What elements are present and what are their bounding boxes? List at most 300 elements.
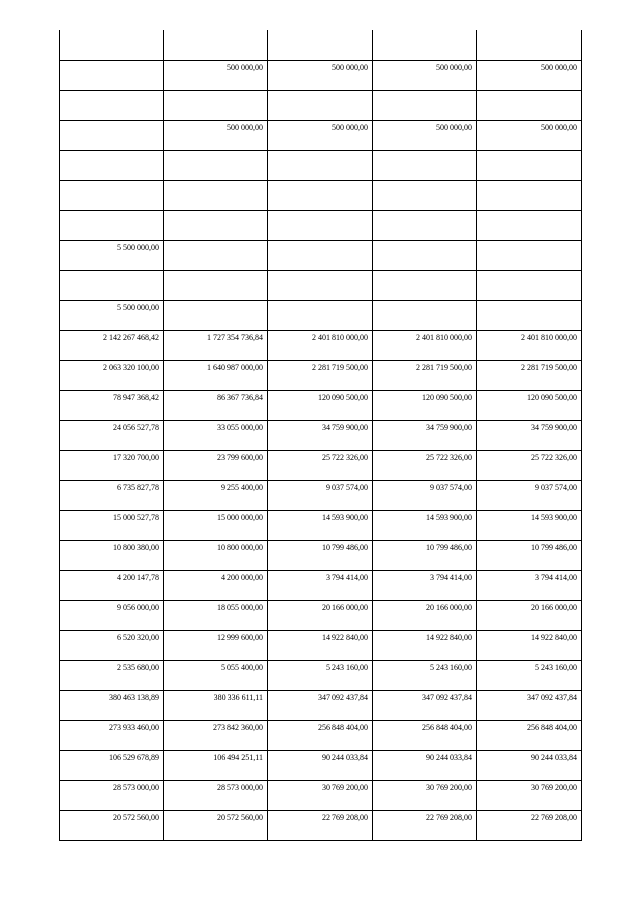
cell-value: 4 200 000,00 bbox=[221, 573, 263, 582]
table-cell bbox=[477, 511, 582, 541]
table-row bbox=[60, 30, 582, 61]
table-row bbox=[60, 241, 582, 271]
cell-value: 10 799 486,00 bbox=[322, 543, 368, 552]
cell-value: 5 243 160,00 bbox=[535, 663, 577, 672]
table-cell bbox=[164, 361, 268, 391]
cell-value: 347 092 437,84 bbox=[318, 693, 368, 702]
cell-value: 22 769 208,00 bbox=[322, 813, 368, 822]
cell-value: 347 092 437,84 bbox=[422, 693, 472, 702]
cell-value: 256 848 404,00 bbox=[422, 723, 472, 732]
cell-value bbox=[373, 30, 472, 32]
cell-value bbox=[60, 271, 159, 273]
table-row bbox=[60, 151, 582, 181]
cell-value: 10 800 000,00 bbox=[217, 543, 263, 552]
table-cell bbox=[164, 331, 268, 361]
cell-value: 25 722 326,00 bbox=[531, 453, 577, 462]
cell-value bbox=[268, 91, 368, 93]
table-cell bbox=[477, 301, 582, 331]
table-cell bbox=[373, 421, 477, 451]
table-cell bbox=[477, 151, 582, 181]
table-cell bbox=[373, 211, 477, 241]
cell-value: 5 500 000,00 bbox=[117, 303, 159, 312]
table-row bbox=[60, 571, 582, 601]
table-cell bbox=[477, 121, 582, 151]
table-cell bbox=[477, 211, 582, 241]
cell-value: 86 367 736,84 bbox=[217, 393, 263, 402]
table-cell bbox=[268, 121, 373, 151]
cell-value: 15 000 000,00 bbox=[217, 513, 263, 522]
cell-value: 5 243 160,00 bbox=[430, 663, 472, 672]
cell-value: 2 281 719 500,00 bbox=[312, 363, 368, 372]
cell-value: 120 090 500,00 bbox=[318, 393, 368, 402]
table-cell bbox=[164, 691, 268, 721]
cell-value bbox=[164, 151, 263, 153]
table-cell bbox=[373, 571, 477, 601]
cell-value: 25 722 326,00 bbox=[322, 453, 368, 462]
table-cell bbox=[164, 61, 268, 91]
table-cell bbox=[373, 61, 477, 91]
cell-value: 28 573 000,00 bbox=[217, 783, 263, 792]
table-cell bbox=[60, 151, 164, 181]
table-cell bbox=[373, 271, 477, 301]
cell-value: 256 848 404,00 bbox=[527, 723, 577, 732]
table-cell bbox=[164, 631, 268, 661]
cell-value: 14 593 900,00 bbox=[426, 513, 472, 522]
table-cell bbox=[268, 661, 373, 691]
cell-value bbox=[164, 181, 263, 183]
table-cell bbox=[60, 301, 164, 331]
cell-value: 2 281 719 500,00 bbox=[521, 363, 577, 372]
table-row bbox=[60, 331, 582, 361]
cell-value: 23 799 600,00 bbox=[217, 453, 263, 462]
table-cell bbox=[268, 451, 373, 481]
table-cell bbox=[373, 781, 477, 811]
cell-value bbox=[477, 91, 577, 93]
cell-value bbox=[60, 91, 159, 93]
cell-value: 14 593 900,00 bbox=[322, 513, 368, 522]
cell-value: 30 769 200,00 bbox=[531, 783, 577, 792]
table-row bbox=[60, 391, 582, 421]
cell-value: 20 572 560,00 bbox=[113, 813, 159, 822]
table-cell bbox=[477, 361, 582, 391]
table-cell bbox=[268, 421, 373, 451]
cell-value: 22 769 208,00 bbox=[426, 813, 472, 822]
cell-value: 14 922 840,00 bbox=[322, 633, 368, 642]
cell-value: 5 055 400,00 bbox=[221, 663, 263, 672]
table-cell bbox=[268, 691, 373, 721]
cell-value: 6 520 320,00 bbox=[117, 633, 159, 642]
cell-value: 500 000,00 bbox=[436, 63, 472, 72]
cell-value: 500 000,00 bbox=[541, 123, 577, 132]
table-cell bbox=[164, 571, 268, 601]
table-cell bbox=[60, 421, 164, 451]
table-cell bbox=[268, 61, 373, 91]
cell-value: 5 500 000,00 bbox=[117, 243, 159, 252]
table-cell bbox=[373, 541, 477, 571]
table-row bbox=[60, 811, 582, 841]
table-cell bbox=[373, 811, 477, 841]
budget-table bbox=[59, 30, 582, 841]
cell-value: 256 848 404,00 bbox=[318, 723, 368, 732]
cell-value: 3 794 414,00 bbox=[326, 573, 368, 582]
cell-value bbox=[164, 301, 263, 303]
cell-value: 500 000,00 bbox=[227, 123, 263, 132]
cell-value bbox=[164, 211, 263, 213]
cell-value: 33 055 000,00 bbox=[217, 423, 263, 432]
cell-value bbox=[60, 61, 159, 63]
cell-value: 9 056 000,00 bbox=[117, 603, 159, 612]
table-cell bbox=[164, 151, 268, 181]
cell-value bbox=[164, 30, 263, 32]
cell-value bbox=[60, 151, 159, 153]
table-cell bbox=[164, 121, 268, 151]
table-cell bbox=[268, 631, 373, 661]
cell-value: 380 463 138,89 bbox=[109, 693, 159, 702]
table-cell bbox=[164, 271, 268, 301]
cell-value bbox=[60, 181, 159, 183]
table-cell bbox=[373, 301, 477, 331]
table-cell bbox=[477, 481, 582, 511]
table-cell bbox=[268, 181, 373, 211]
table-cell bbox=[268, 751, 373, 781]
table-cell bbox=[60, 121, 164, 151]
table-cell bbox=[60, 721, 164, 751]
cell-value bbox=[60, 211, 159, 213]
table-cell bbox=[373, 151, 477, 181]
cell-value bbox=[268, 241, 368, 243]
table-cell bbox=[477, 781, 582, 811]
table-cell bbox=[164, 811, 268, 841]
cell-value: 2 142 267 468,42 bbox=[103, 333, 159, 342]
table-cell bbox=[373, 91, 477, 121]
table-cell bbox=[477, 691, 582, 721]
table-cell bbox=[164, 661, 268, 691]
table-cell bbox=[373, 691, 477, 721]
table-cell bbox=[268, 811, 373, 841]
cell-value: 10 800 380,00 bbox=[113, 543, 159, 552]
cell-value: 2 535 680,00 bbox=[117, 663, 159, 672]
cell-value: 1 727 354 736,84 bbox=[207, 333, 263, 342]
table-cell bbox=[373, 511, 477, 541]
cell-value bbox=[373, 271, 472, 273]
table-cell bbox=[268, 391, 373, 421]
table-cell bbox=[268, 271, 373, 301]
cell-value: 17 320 700,00 bbox=[113, 453, 159, 462]
cell-value: 15 000 527,78 bbox=[113, 513, 159, 522]
cell-value: 106 494 251,11 bbox=[213, 753, 263, 762]
table-cell bbox=[60, 91, 164, 121]
table-cell bbox=[60, 391, 164, 421]
table-cell bbox=[60, 211, 164, 241]
table-cell bbox=[268, 571, 373, 601]
table-row bbox=[60, 751, 582, 781]
table-cell bbox=[373, 451, 477, 481]
table-row bbox=[60, 481, 582, 511]
table-row bbox=[60, 361, 582, 391]
table-row bbox=[60, 511, 582, 541]
cell-value: 34 759 900,00 bbox=[531, 423, 577, 432]
table-cell bbox=[373, 241, 477, 271]
table-cell bbox=[477, 271, 582, 301]
cell-value: 2 401 810 000,00 bbox=[416, 333, 472, 342]
table-cell bbox=[268, 241, 373, 271]
table-cell bbox=[164, 451, 268, 481]
table-cell bbox=[373, 121, 477, 151]
cell-value: 9 037 574,00 bbox=[430, 483, 472, 492]
cell-value: 9 037 574,00 bbox=[326, 483, 368, 492]
cell-value bbox=[268, 181, 368, 183]
cell-value: 5 243 160,00 bbox=[326, 663, 368, 672]
table-cell bbox=[268, 361, 373, 391]
table-cell bbox=[477, 541, 582, 571]
table-row bbox=[60, 91, 582, 121]
cell-value: 10 799 486,00 bbox=[531, 543, 577, 552]
table-row bbox=[60, 121, 582, 151]
table-cell bbox=[60, 631, 164, 661]
cell-value: 3 794 414,00 bbox=[535, 573, 577, 582]
cell-value: 273 842 360,00 bbox=[213, 723, 263, 732]
table-cell bbox=[268, 781, 373, 811]
table-row bbox=[60, 271, 582, 301]
cell-value: 2 401 810 000,00 bbox=[521, 333, 577, 342]
cell-value bbox=[373, 241, 472, 243]
cell-value: 120 090 500,00 bbox=[527, 393, 577, 402]
cell-value bbox=[373, 301, 472, 303]
table-cell bbox=[477, 751, 582, 781]
table-cell bbox=[268, 511, 373, 541]
table-cell bbox=[164, 301, 268, 331]
table-row bbox=[60, 211, 582, 241]
table-cell bbox=[477, 331, 582, 361]
document-page bbox=[59, 30, 581, 841]
table-cell bbox=[60, 661, 164, 691]
cell-value: 1 640 987 000,00 bbox=[207, 363, 263, 372]
cell-value: 9 255 400,00 bbox=[221, 483, 263, 492]
cell-value bbox=[268, 151, 368, 153]
cell-value: 6 735 827,78 bbox=[117, 483, 159, 492]
cell-value bbox=[373, 181, 472, 183]
table-row bbox=[60, 781, 582, 811]
cell-value bbox=[60, 30, 159, 32]
cell-value bbox=[373, 211, 472, 213]
cell-value bbox=[373, 151, 472, 153]
table-cell bbox=[60, 361, 164, 391]
table-row bbox=[60, 691, 582, 721]
cell-value: 90 244 033,84 bbox=[322, 753, 368, 762]
cell-value: 20 166 000,00 bbox=[322, 603, 368, 612]
table-cell bbox=[164, 541, 268, 571]
table-cell bbox=[268, 30, 373, 61]
cell-value: 34 759 900,00 bbox=[322, 423, 368, 432]
cell-value: 18 055 000,00 bbox=[217, 603, 263, 612]
cell-value: 34 759 900,00 bbox=[426, 423, 472, 432]
table-cell bbox=[268, 481, 373, 511]
cell-value: 12 999 600,00 bbox=[217, 633, 263, 642]
cell-value: 20 166 000,00 bbox=[531, 603, 577, 612]
table-row bbox=[60, 301, 582, 331]
cell-value: 20 572 560,00 bbox=[217, 813, 263, 822]
table-row bbox=[60, 541, 582, 571]
table-cell bbox=[60, 571, 164, 601]
table-cell bbox=[373, 30, 477, 61]
cell-value: 10 799 486,00 bbox=[426, 543, 472, 552]
table-cell bbox=[477, 30, 582, 61]
cell-value: 2 063 320 100,00 bbox=[103, 363, 159, 372]
table-cell bbox=[477, 241, 582, 271]
table-cell bbox=[268, 151, 373, 181]
table-cell bbox=[60, 541, 164, 571]
cell-value: 500 000,00 bbox=[227, 63, 263, 72]
table-cell bbox=[477, 811, 582, 841]
table-cell bbox=[477, 721, 582, 751]
cell-value: 9 037 574,00 bbox=[535, 483, 577, 492]
table-cell bbox=[60, 451, 164, 481]
cell-value bbox=[477, 211, 577, 213]
table-cell bbox=[164, 91, 268, 121]
table-cell bbox=[477, 631, 582, 661]
table-cell bbox=[60, 181, 164, 211]
cell-value: 20 166 000,00 bbox=[426, 603, 472, 612]
table-row bbox=[60, 721, 582, 751]
cell-value: 380 336 611,11 bbox=[213, 693, 263, 702]
table-cell bbox=[268, 541, 373, 571]
table-cell bbox=[373, 481, 477, 511]
table-cell bbox=[60, 241, 164, 271]
cell-value bbox=[477, 181, 577, 183]
cell-value: 500 000,00 bbox=[332, 63, 368, 72]
cell-value: 106 529 678,89 bbox=[109, 753, 159, 762]
table-cell bbox=[373, 721, 477, 751]
cell-value: 500 000,00 bbox=[332, 123, 368, 132]
cell-value bbox=[268, 30, 368, 32]
cell-value: 22 769 208,00 bbox=[531, 813, 577, 822]
table-cell bbox=[60, 811, 164, 841]
budget-table-body bbox=[60, 30, 582, 841]
cell-value bbox=[477, 151, 577, 153]
cell-value bbox=[164, 241, 263, 243]
table-cell bbox=[373, 391, 477, 421]
table-cell bbox=[477, 91, 582, 121]
table-row bbox=[60, 421, 582, 451]
table-cell bbox=[477, 61, 582, 91]
table-cell bbox=[164, 30, 268, 61]
table-cell bbox=[477, 571, 582, 601]
cell-value bbox=[268, 301, 368, 303]
table-cell bbox=[164, 721, 268, 751]
table-cell bbox=[164, 781, 268, 811]
table-cell bbox=[60, 61, 164, 91]
cell-value: 90 244 033,84 bbox=[426, 753, 472, 762]
cell-value bbox=[477, 30, 577, 32]
table-cell bbox=[477, 421, 582, 451]
table-cell bbox=[60, 751, 164, 781]
table-cell bbox=[60, 781, 164, 811]
cell-value bbox=[477, 241, 577, 243]
table-row bbox=[60, 451, 582, 481]
cell-value bbox=[164, 271, 263, 273]
cell-value bbox=[477, 301, 577, 303]
cell-value: 500 000,00 bbox=[541, 63, 577, 72]
table-cell bbox=[164, 181, 268, 211]
table-cell bbox=[268, 331, 373, 361]
cell-value: 30 769 200,00 bbox=[322, 783, 368, 792]
cell-value: 14 922 840,00 bbox=[426, 633, 472, 642]
table-cell bbox=[164, 511, 268, 541]
cell-value bbox=[477, 271, 577, 273]
table-cell bbox=[477, 451, 582, 481]
cell-value: 273 933 460,00 bbox=[109, 723, 159, 732]
cell-value: 4 200 147,78 bbox=[117, 573, 159, 582]
table-row bbox=[60, 631, 582, 661]
table-cell bbox=[477, 181, 582, 211]
cell-value: 30 769 200,00 bbox=[426, 783, 472, 792]
table-cell bbox=[373, 631, 477, 661]
table-row bbox=[60, 61, 582, 91]
cell-value: 3 794 414,00 bbox=[430, 573, 472, 582]
table-cell bbox=[164, 241, 268, 271]
table-cell bbox=[268, 91, 373, 121]
cell-value: 24 056 527,78 bbox=[113, 423, 159, 432]
cell-value: 2 281 719 500,00 bbox=[416, 363, 472, 372]
cell-value: 14 922 840,00 bbox=[531, 633, 577, 642]
table-cell bbox=[60, 691, 164, 721]
table-cell bbox=[373, 751, 477, 781]
cell-value: 90 244 033,84 bbox=[531, 753, 577, 762]
table-cell bbox=[373, 601, 477, 631]
table-cell bbox=[477, 391, 582, 421]
table-cell bbox=[164, 421, 268, 451]
table-cell bbox=[373, 181, 477, 211]
table-row bbox=[60, 601, 582, 631]
cell-value bbox=[164, 91, 263, 93]
table-cell bbox=[60, 601, 164, 631]
table-row bbox=[60, 181, 582, 211]
table-cell bbox=[373, 331, 477, 361]
table-cell bbox=[477, 661, 582, 691]
table-cell bbox=[477, 601, 582, 631]
cell-value: 347 092 437,84 bbox=[527, 693, 577, 702]
table-cell bbox=[60, 30, 164, 61]
table-cell bbox=[60, 271, 164, 301]
table-cell bbox=[60, 331, 164, 361]
table-cell bbox=[164, 391, 268, 421]
cell-value bbox=[268, 271, 368, 273]
table-cell bbox=[373, 661, 477, 691]
table-cell bbox=[268, 301, 373, 331]
cell-value bbox=[373, 91, 472, 93]
cell-value: 78 947 368,42 bbox=[113, 393, 159, 402]
table-cell bbox=[268, 721, 373, 751]
cell-value: 25 722 326,00 bbox=[426, 453, 472, 462]
table-cell bbox=[60, 511, 164, 541]
table-cell bbox=[268, 601, 373, 631]
cell-value: 2 401 810 000,00 bbox=[312, 333, 368, 342]
table-cell bbox=[164, 601, 268, 631]
table-cell bbox=[164, 211, 268, 241]
table-cell bbox=[60, 481, 164, 511]
cell-value bbox=[268, 211, 368, 213]
cell-value: 14 593 900,00 bbox=[531, 513, 577, 522]
table-cell bbox=[164, 481, 268, 511]
table-cell bbox=[164, 751, 268, 781]
table-cell bbox=[373, 361, 477, 391]
table-cell bbox=[268, 211, 373, 241]
cell-value: 28 573 000,00 bbox=[113, 783, 159, 792]
cell-value: 120 090 500,00 bbox=[422, 393, 472, 402]
cell-value: 500 000,00 bbox=[436, 123, 472, 132]
table-row bbox=[60, 661, 582, 691]
cell-value bbox=[60, 121, 159, 123]
